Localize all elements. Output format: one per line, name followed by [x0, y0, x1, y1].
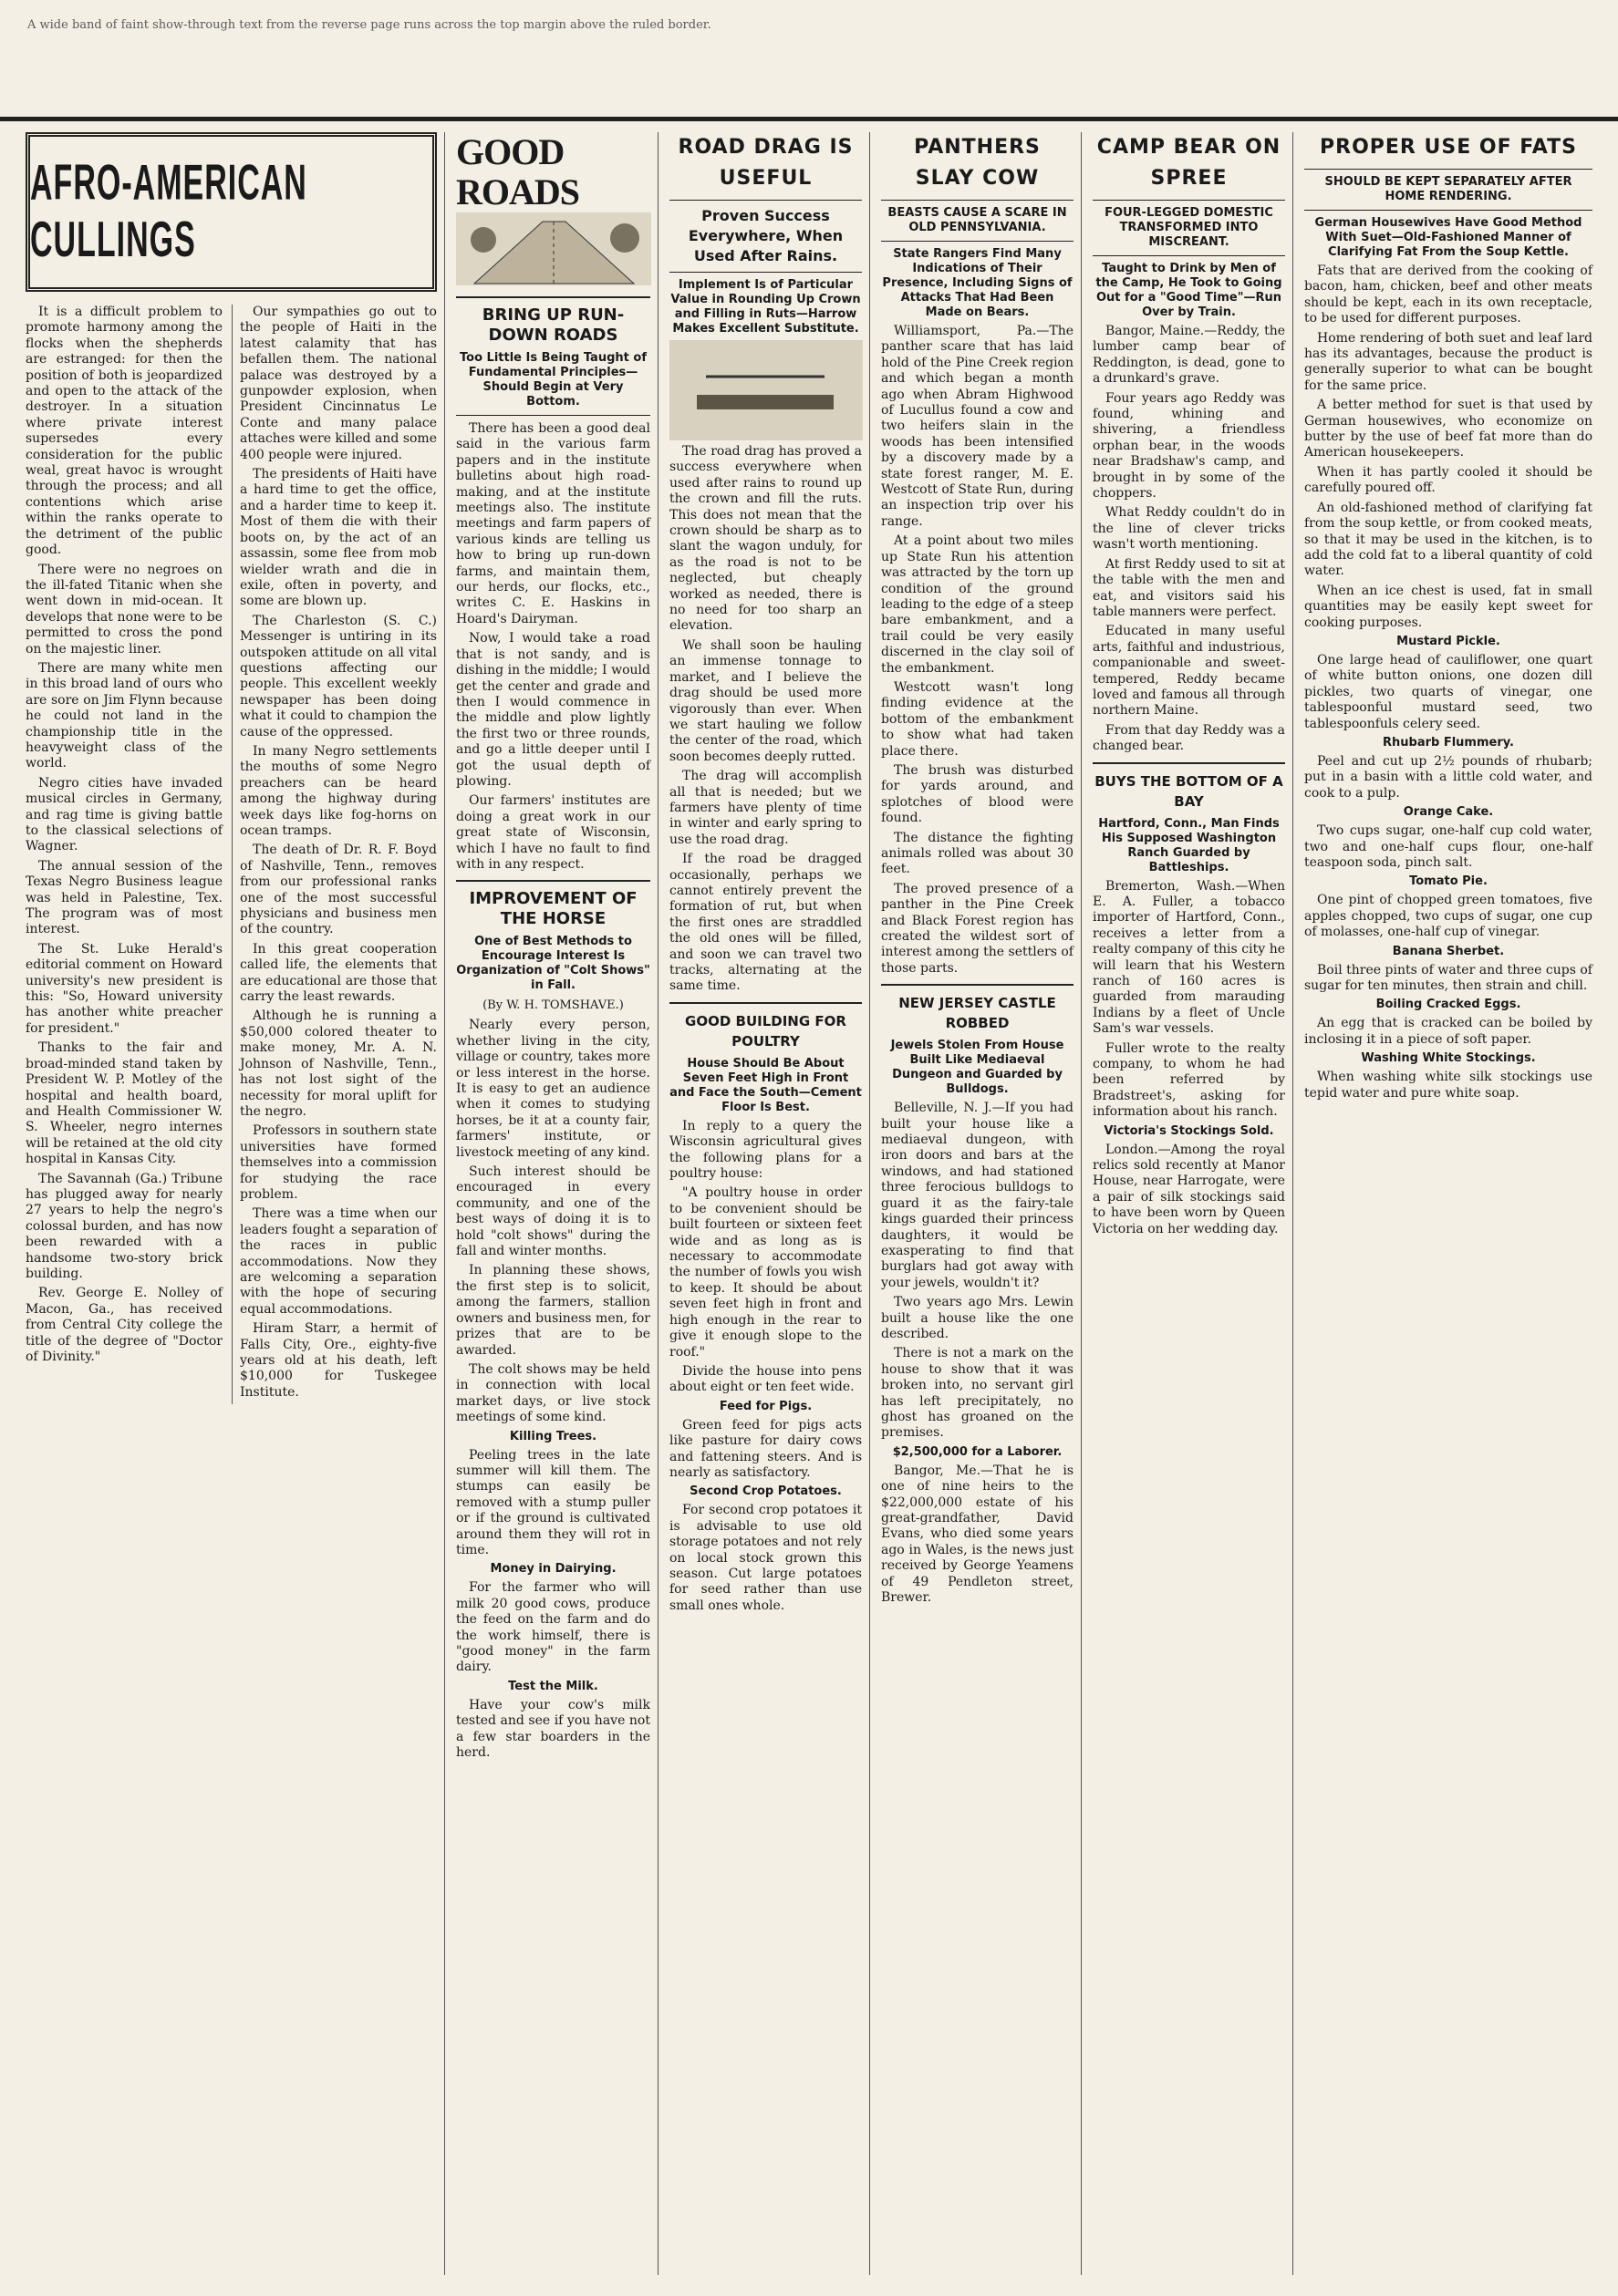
article-body	[1304, 823, 1592, 871]
paragraph: Green feed for pigs acts like pasture for dairy cows and fattening steers. And is nearly as satisfactory.	[669, 1417, 862, 1480]
paragraph: At first Reddy used to sit at the table with the men and eat, and visitors said his table manners were perfect.	[1093, 556, 1285, 619]
article-subtitle-run-down-roads: Too Little Is Being Taught of Fundamental Principles—Should Begin at Very Bottom.	[460, 351, 647, 409]
article-body	[1093, 1143, 1285, 1237]
paragraph: Hiram Starr, a hermit of Falls City, Ore., eighty-five years old at his death, left $10,000 for Tuskegee Institute.	[240, 1321, 437, 1400]
paragraph: Two cups sugar, one-half cup cold water, two and one-half cups flour, one-half teaspoon soda, pinch salt.	[1304, 823, 1592, 870]
paragraph: There were no negroes on the ill-fated Titanic when she went down in mid-ocean. It develops that none were to be permitted to cross the pond on the majestic liner.	[26, 562, 223, 657]
article-title-road-drag: ROAD DRAG IS USEFUL	[678, 136, 854, 190]
byline-horse: (By W. H. TOMSHAVE.)	[482, 998, 624, 1013]
column-fats	[1297, 132, 1600, 2275]
column-panthers	[874, 132, 1082, 2275]
paragraph: For second crop potatoes it is advisable to use old storage potatoes and not rely on local stock grown this season. Cut large potatoes for seed rather than use small ones whole.	[669, 1503, 862, 1613]
article-body	[881, 324, 1073, 977]
paragraph: In reply to a query the Wisconsin agricultural gives the following plans for a poultry house:	[669, 1118, 862, 1182]
paragraph: There was a time when our leaders fought a separation of the races in public accommodations. Now they are welcoming a separation with the hope of securing equal accommodations.	[240, 1206, 437, 1317]
article-body	[456, 421, 650, 873]
article-title-run-down-roads: BRING UP RUN-DOWN ROADS	[482, 305, 625, 345]
article-title-panthers: PANTHERS SLAY COW	[914, 136, 1041, 190]
paragraph: Bangor, Maine.—Reddy, the lumber camp bear of Reddington, is dead, gone to a drunkard's grave.	[1093, 324, 1285, 387]
article-subtitle2-camp-bear: Taught to Drink by Men of the Camp, He Took to Going Out for a "Good Time"—Run Over by Train.	[1095, 262, 1282, 319]
article-title-stockings: Victoria's Stockings Sold.	[1104, 1123, 1274, 1138]
recipe-title-rhubarb: Rhubarb Flummery.	[1383, 735, 1514, 750]
article-body	[456, 1580, 650, 1675]
paragraph: Negro cities have invaded musical circles in Germany, and rag time is giving battle to the classical selections of Wagner.	[26, 775, 223, 854]
paragraph: The annual session of the Texas Negro Business league was held in Palestine, Tex. The program was of most interest.	[26, 858, 223, 937]
paragraph: The brush was disturbed for yards around, and splotches of blood were found.	[881, 762, 1073, 826]
article-title-test-milk: Test the Milk.	[508, 1679, 598, 1693]
paragraph: Nearly every person, whether living in the city, village or country, takes more or less interest in the horse. It is easy to get an audience when it comes to studying horses, be it at a county fair, farmers' institute, or livestock meeting of any kind.	[456, 1018, 650, 1160]
show-through-band	[0, 0, 1618, 121]
paragraph: The drag will accomplish all that is needed; but we farmers have plenty of time in winter and early spring to use the road drag.	[669, 769, 862, 847]
recipe-title-banana-sherbet: Banana Sherbet.	[1392, 944, 1505, 958]
paragraph: What Reddy couldn't do in the line of clever tricks wasn't worth mentioning.	[1093, 505, 1285, 553]
paragraph: Now, I would take a road that is not sandy, and is dishing in the middle; I would get the center and grade and then I would commence in the middle and plow lightly the first two or three rounds, and go a little deeper until I got the usual depth of plowing.	[456, 631, 650, 789]
column-camp-bear	[1085, 132, 1293, 2275]
article-body	[881, 1463, 1073, 1607]
paragraph: The Savannah (Ga.) Tribune has plugged away for nearly 27 years to help the negro's colossal burden, and has now been rewarded with a handsome two-story brick building.	[26, 1171, 223, 1281]
column-afro-american-cullings	[18, 132, 445, 2275]
paragraph: For the farmer who will milk 20 good cows, produce the feed on the farm and do the work himself, there is "good money" in the farm dairy.	[456, 1580, 650, 1675]
paragraph: The road drag has proved a success everywhere when used after rains to round up the crown and fill the ruts. This does not mean that the crown should be sharp as to slant the wagon unduly, for as the road is not to be neglected, but cheaply worked as needed, there is no need for too sharp an elevation.	[669, 444, 862, 634]
paragraph: Have your cow's milk tested and see if you have not a few star boarders in the herd.	[456, 1697, 650, 1761]
article-body	[669, 1418, 862, 1482]
article-body	[669, 1503, 862, 1614]
paragraph: One large head of cauliflower, one quart of white button onions, one dozen dill pickles, two quarts of vinegar, one tablespoonful mustard seed, two tablespoonfuls celery seed.	[1304, 652, 1592, 731]
paragraph: Bremerton, Wash.—When E. A. Fuller, a tobacco importer of Hartford, Conn., receives a letter from a realty company of this city he will learn that his Western ranch of 160 acres is guarded from marauding Indians by a fleet of Uncle Sam's war vessels.	[1093, 878, 1285, 1037]
paragraph: At a point about two miles up State Run his attention was attracted by the torn up condition of the ground leading to the edge of a steep bare embankment, and a trail could be very easily discerned in the clay soil of the embankment.	[881, 533, 1074, 676]
paragraph: There is not a mark on the house to show that it was broken into, no servant girl has left precipitately, no ghost has groaned on the premises.	[881, 1346, 1073, 1441]
article-subtitle-camp-bear: FOUR-LEGGED DOMESTIC TRANSFORMED INTO MISCREANT.	[1105, 206, 1273, 249]
column-good-roads	[449, 132, 659, 2275]
good-roads-logo: GOOD ROADS	[456, 132, 580, 212]
article-subtitle-road-drag: Proven Success Everywhere, When Used After Rains.	[688, 207, 844, 264]
recipe-title-orange-cake: Orange Cake.	[1403, 805, 1494, 820]
road-drag-illustration	[669, 340, 863, 440]
article-title-money-dairying: Money in Dairying.	[490, 1562, 617, 1577]
paragraph: Two years ago Mrs. Lewin built a house like the one described.	[881, 1295, 1073, 1341]
paragraph: Our sympathies go out to the people of Haiti in the latest calamity that has befallen them. The national palace was destroyed by a gunpowder explosion, when President Cincinnatus Le Conte and many palace attaches were killed and some 400 people were injured.	[240, 305, 437, 462]
paragraph: Bangor, Me.—That he is one of nine heirs to the $22,000,000 estate of his great-grandfather, David Evans, who died some years ago in Wales, is the news just received by George Yeamens of 49 Pendleton street, Brewer.	[881, 1463, 1073, 1606]
article-body	[1304, 1016, 1592, 1048]
paragraph: The presidents of Haiti have a hard time to get the office, and a harder time to keep it. Most of them die with their boots on, by the act of an assassin, some flee from mob wielder wrath and die in exile, often in poverty, and some are blown up.	[240, 467, 437, 609]
cullings-right-column	[232, 305, 437, 1404]
article-subtitle-horse: One of Best Methods to Encourage Interest Is Organization of "Colt Shows" in Fall.	[456, 935, 650, 993]
cullings-title: AFRO-AMERICAN CULLINGS	[30, 155, 307, 268]
article-title-castle: NEW JERSEY CASTLE ROBBED	[898, 995, 1056, 1032]
article-subtitle2-fats: German Housewives Have Good Method With Suet—Old-Fashioned Manner of Clarifying Fat From the Soup Kettle.	[1314, 216, 1582, 259]
paragraph: A better method for suet is that used by German housewives, who economize on butter by the use of beef fat more than do American housekeepers.	[1304, 398, 1592, 460]
article-body	[1304, 653, 1592, 732]
paragraph: Four years ago Reddy was found, whining and shivering, a friendless orphan bear, in the woods near Bradshaw's camp, and brought in by some of the choppers.	[1093, 390, 1285, 502]
article-body	[456, 1698, 650, 1762]
article-body	[1093, 879, 1285, 1121]
paragraph: Although he is running a $50,000 colored theater to make money, Mr. A. N. Johnson of Nashville, Tenn., has not lost sight of the necessity for moral uplift for the negro.	[240, 1008, 437, 1119]
paragraph: The distance the fighting animals rolled was about 30 feet.	[881, 830, 1073, 877]
recipe-title-white-stockings: Washing White Stockings.	[1361, 1051, 1536, 1066]
road-illustration	[456, 212, 651, 285]
article-subtitle-fats: SHOULD BE KEPT SEPARATELY AFTER HOME RENDERING.	[1324, 175, 1572, 203]
paragraph: The proved presence of a panther in the Pine Creek and Black Forest region has created the wildest sort of interest among the settlers of those parts.	[881, 881, 1073, 976]
paragraph: There has been a good deal said in the various farm papers and in the institute bulletins about high road-making, and at the institute meetings also. The institute meetings and farm papers of various kinds are telling us how to bring up run-down farms, and maintain them, our herds, our flocks, etc., writes C. E. Haskins in Hoard's Dairyman.	[456, 421, 650, 626]
paragraph: When it has partly cooled it should be carefully poured off.	[1304, 464, 1592, 496]
article-subtitle-castle: Jewels Stolen From House Built Like Mediaeval Dungeon and Guarded by Bulldogs.	[890, 1039, 1064, 1097]
article-body	[669, 444, 862, 995]
article-body	[456, 1448, 650, 1559]
show-through-text: A wide band of faint show-through text from the reverse page runs across the top margin above the ruled border.	[27, 18, 711, 32]
cullings-left-column	[26, 305, 223, 1404]
recipe-title-cracked-eggs: Boiling Cracked Eggs.	[1375, 998, 1521, 1012]
paragraph: Belleville, N. J.—If you had built your house like a mediaeval dungeon, with iron doors and bars at the windows, and had stationed three ferocious bulldogs to guard it as the fairy-tale kings guarded their princess daughters, it would be exasperating to find that burglars had got away with your jewels, wouldn't it?	[881, 1101, 1073, 1290]
article-title-camp-bear: CAMP BEAR ON SPREE	[1096, 136, 1281, 190]
recipe-title-mustard-pickle: Mustard Pickle.	[1396, 634, 1500, 648]
paragraph: An egg that is cracked can be boiled by inclosing it in a piece of soft paper.	[1304, 1016, 1592, 1047]
article-title-bay: BUYS THE BOTTOM OF A BAY	[1094, 772, 1283, 810]
cullings-title-box	[26, 132, 437, 292]
article-subtitle2-road-drag: Implement Is of Particular Value in Rounding Up Crown and Filling in Ruts—Harrow Makes Excellent Substitute.	[670, 278, 861, 336]
paragraph: Boil three pints of water and three cups of sugar for ten minutes, then strain and chill.	[1304, 962, 1592, 994]
paragraph: Our farmers' institutes are doing a great work in our great state of Wisconsin, which I have no fault to find with in any respect.	[456, 793, 650, 872]
paragraph: From that day Reddy was a changed bear.	[1093, 722, 1285, 754]
paragraph: Thanks to the fair and broad-minded stand taken by President W. P. Motley of the hospital and health board, and Health Commissioner W. S. Wheeler, negro internes will be retained at the old city hospital in Kansas City.	[26, 1040, 223, 1167]
paragraph: Westcott wasn't long finding evidence at the bottom of the embankment to show what had taken place there.	[881, 679, 1073, 759]
article-body	[1304, 754, 1592, 802]
paragraph: The death of Dr. R. F. Boyd of Nashville, Tenn., removes from our professional ranks one of the most successful physicians and business men of the country.	[240, 843, 437, 937]
article-body	[669, 1119, 862, 1396]
paragraph: Home rendering of both suet and leaf lard has its advantages, because the product is generally superior to what can be bought for the same price.	[1304, 330, 1592, 393]
paragraph: Such interest should be encouraged in every community, and one of the best ways of doing it is to hold "colt shows" during the fall and winter months.	[456, 1164, 650, 1259]
article-subtitle-bay: Hartford, Conn., Man Finds His Supposed Washington Ranch Guarded by Battleships.	[1098, 816, 1280, 874]
article-body	[881, 1101, 1073, 1442]
good-roads-masthead	[456, 132, 650, 212]
paragraph: One pint of chopped green tomatoes, five apples chopped, two cups of sugar, one cup of molasses, one-half cup of vinegar.	[1304, 893, 1592, 940]
paragraph: When an ice chest is used, fat in small quantities may be easily kept sweet for cooking purposes.	[1304, 583, 1592, 630]
paragraph: In this great cooperation called life, the elements that are educational are those that carry the least rewards.	[240, 941, 437, 1005]
article-subtitle-poultry: House Should Be About Seven Feet High in Front and Face the South—Cement Floor Is Best.	[669, 1056, 862, 1114]
paragraph: When washing white silk stockings use tepid water and pure white soap.	[1304, 1070, 1592, 1101]
article-title-killing-trees: Killing Trees.	[509, 1429, 597, 1443]
paragraph: The Charleston (S. C.) Messenger is untiring in its outspoken attitude on all vital questions affecting our people. This excellent weekly newspaper has been doing what it could to champion the cause of the oppressed.	[240, 613, 437, 739]
article-title-second-crop: Second Crop Potatoes.	[690, 1484, 842, 1499]
column-road-drag	[662, 132, 870, 2275]
article-body	[1304, 264, 1592, 631]
article-title-laborer: $2,500,000 for a Laborer.	[892, 1444, 1063, 1459]
paragraph: "A poultry house in order to be convenient should be built fourteen or sixteen feet wide and as long as is necessary to accommodate the number of fowls you wish to keep. It should be about seven feet high in front and high enough in the rear to give it enough slope to the roof."	[669, 1185, 862, 1360]
cullings-two-columns	[26, 305, 437, 1404]
paragraph: Fats that are derived from the cooking of bacon, ham, chicken, beef and other meats should be kept, each in its own receptacle, to be used for different purposes.	[1304, 264, 1592, 326]
paragraph: Professors in southern state universities have formed themselves into a commission for studying the race problem.	[240, 1123, 437, 1202]
article-body	[1304, 893, 1592, 940]
paragraph: Fuller wrote to the realty company, to whom he had been referred by Bradstreet's, asking for information about his ranch.	[1093, 1040, 1285, 1120]
paragraph: An old-fashioned method of clarifying fat from the soup kettle, or from cooked meats, so that it may be used in the kitchen, is to add the cold fat to a liberal quantity of cold water.	[1304, 500, 1592, 579]
article-title-poultry: GOOD BUILDING FOR POULTRY	[685, 1012, 846, 1050]
article-body	[1093, 324, 1285, 755]
paragraph: Educated in many useful arts, faithful and industrious, companionable and sweet-tempered, Reddy became loved and famous all through northern Maine.	[1093, 624, 1285, 719]
article-subtitle-panthers: BEASTS CAUSE A SCARE IN OLD PENNSYLVANIA.	[887, 206, 1067, 234]
article-title-feed-pigs: Feed for Pigs.	[719, 1399, 813, 1413]
paragraph: We shall soon be hauling an immense tonnage to market, and I believe the drag should be used more vigorously than ever. When we start hauling we follow the center of the road, which soon becomes deeply rutted.	[669, 637, 862, 764]
paragraph: Rev. George E. Nolley of Macon, Ga., has received from Central City college the title of the degree of "Doctor of Divinity."	[26, 1286, 223, 1364]
article-body	[1304, 1070, 1592, 1101]
paragraph: Peeling trees in the late summer will kill them. The stumps can easily be removed with a stump puller or if the ground is cultivated around them they will rot in time.	[456, 1447, 650, 1557]
article-title-horse: IMPROVEMENT OF THE HORSE	[469, 889, 638, 929]
article-body	[1304, 963, 1592, 995]
paragraph: The colt shows may be held in connection with local market days, or live stock meetings of some kind.	[456, 1361, 650, 1425]
paragraph: In many Negro settlements the mouths of some Negro preachers can be heard among the highway during week days like fog-horns on ocean tramps.	[240, 743, 437, 838]
paragraph: London.—Among the royal relics sold recently at Manor House, near Harrogate, were a pair of silk stockings said to have been worn by Queen Victoria on her wedding day.	[1093, 1142, 1285, 1236]
paragraph: The St. Luke Herald's editorial comment on Howard university's new president is this: "So, Howard university has another white preacher for president."	[26, 941, 223, 1036]
recipe-title-tomato-pie: Tomato Pie.	[1409, 874, 1488, 889]
article-subtitle2-panthers: State Rangers Find Many Indications of Their Presence, Including Signs of Attacks That Had Been Made on Bears.	[882, 247, 1073, 319]
paragraph: It is a difficult problem to promote harmony among the flocks when the shepherds are estranged: for then the position of both is jeopardized and open to the attack of the destroyer. In a situation where private interest supersedes every consideration for the public weal, great havoc is wrought through the process; and all contentions which arise within the ranks operate to the detriment of the public good.	[26, 305, 223, 558]
paragraph: Divide the house into pens about eight or ten feet wide.	[669, 1363, 862, 1395]
paragraph: There are many white men in this broad land of ours who are sore on Jim Flynn because he could not land in the championship title in the heavyweight class of the world.	[26, 660, 223, 771]
article-body	[456, 1018, 650, 1425]
paragraph: Williamsport, Pa.—The panther scare that has laid hold of the Pine Creek region and which began a month ago when Abram Highwood of Lucullus found a cow and two heifers slain in the woods has been intensified by a discovery made by a state forest ranger, M. E. Westcott of State Run, during an inspection trip over his range.	[881, 324, 1073, 529]
article-title-fats: PROPER USE OF FATS	[1320, 136, 1577, 159]
paragraph: Peel and cut up 2½ pounds of rhubarb; put in a basin with a little cold water, and cook to a pulp.	[1304, 753, 1592, 801]
paragraph: If the road be dragged occasionally, perhaps we cannot entirely prevent the formation of rut, but when the first ones are straddled the old ones will be filled, and soon we can travel two tracks, alternating at the same time.	[669, 852, 862, 994]
paragraph: In planning these shows, the first step is to solicit, among the farmers, stallion owners and business men, for prizes that are to be awarded.	[456, 1263, 650, 1358]
